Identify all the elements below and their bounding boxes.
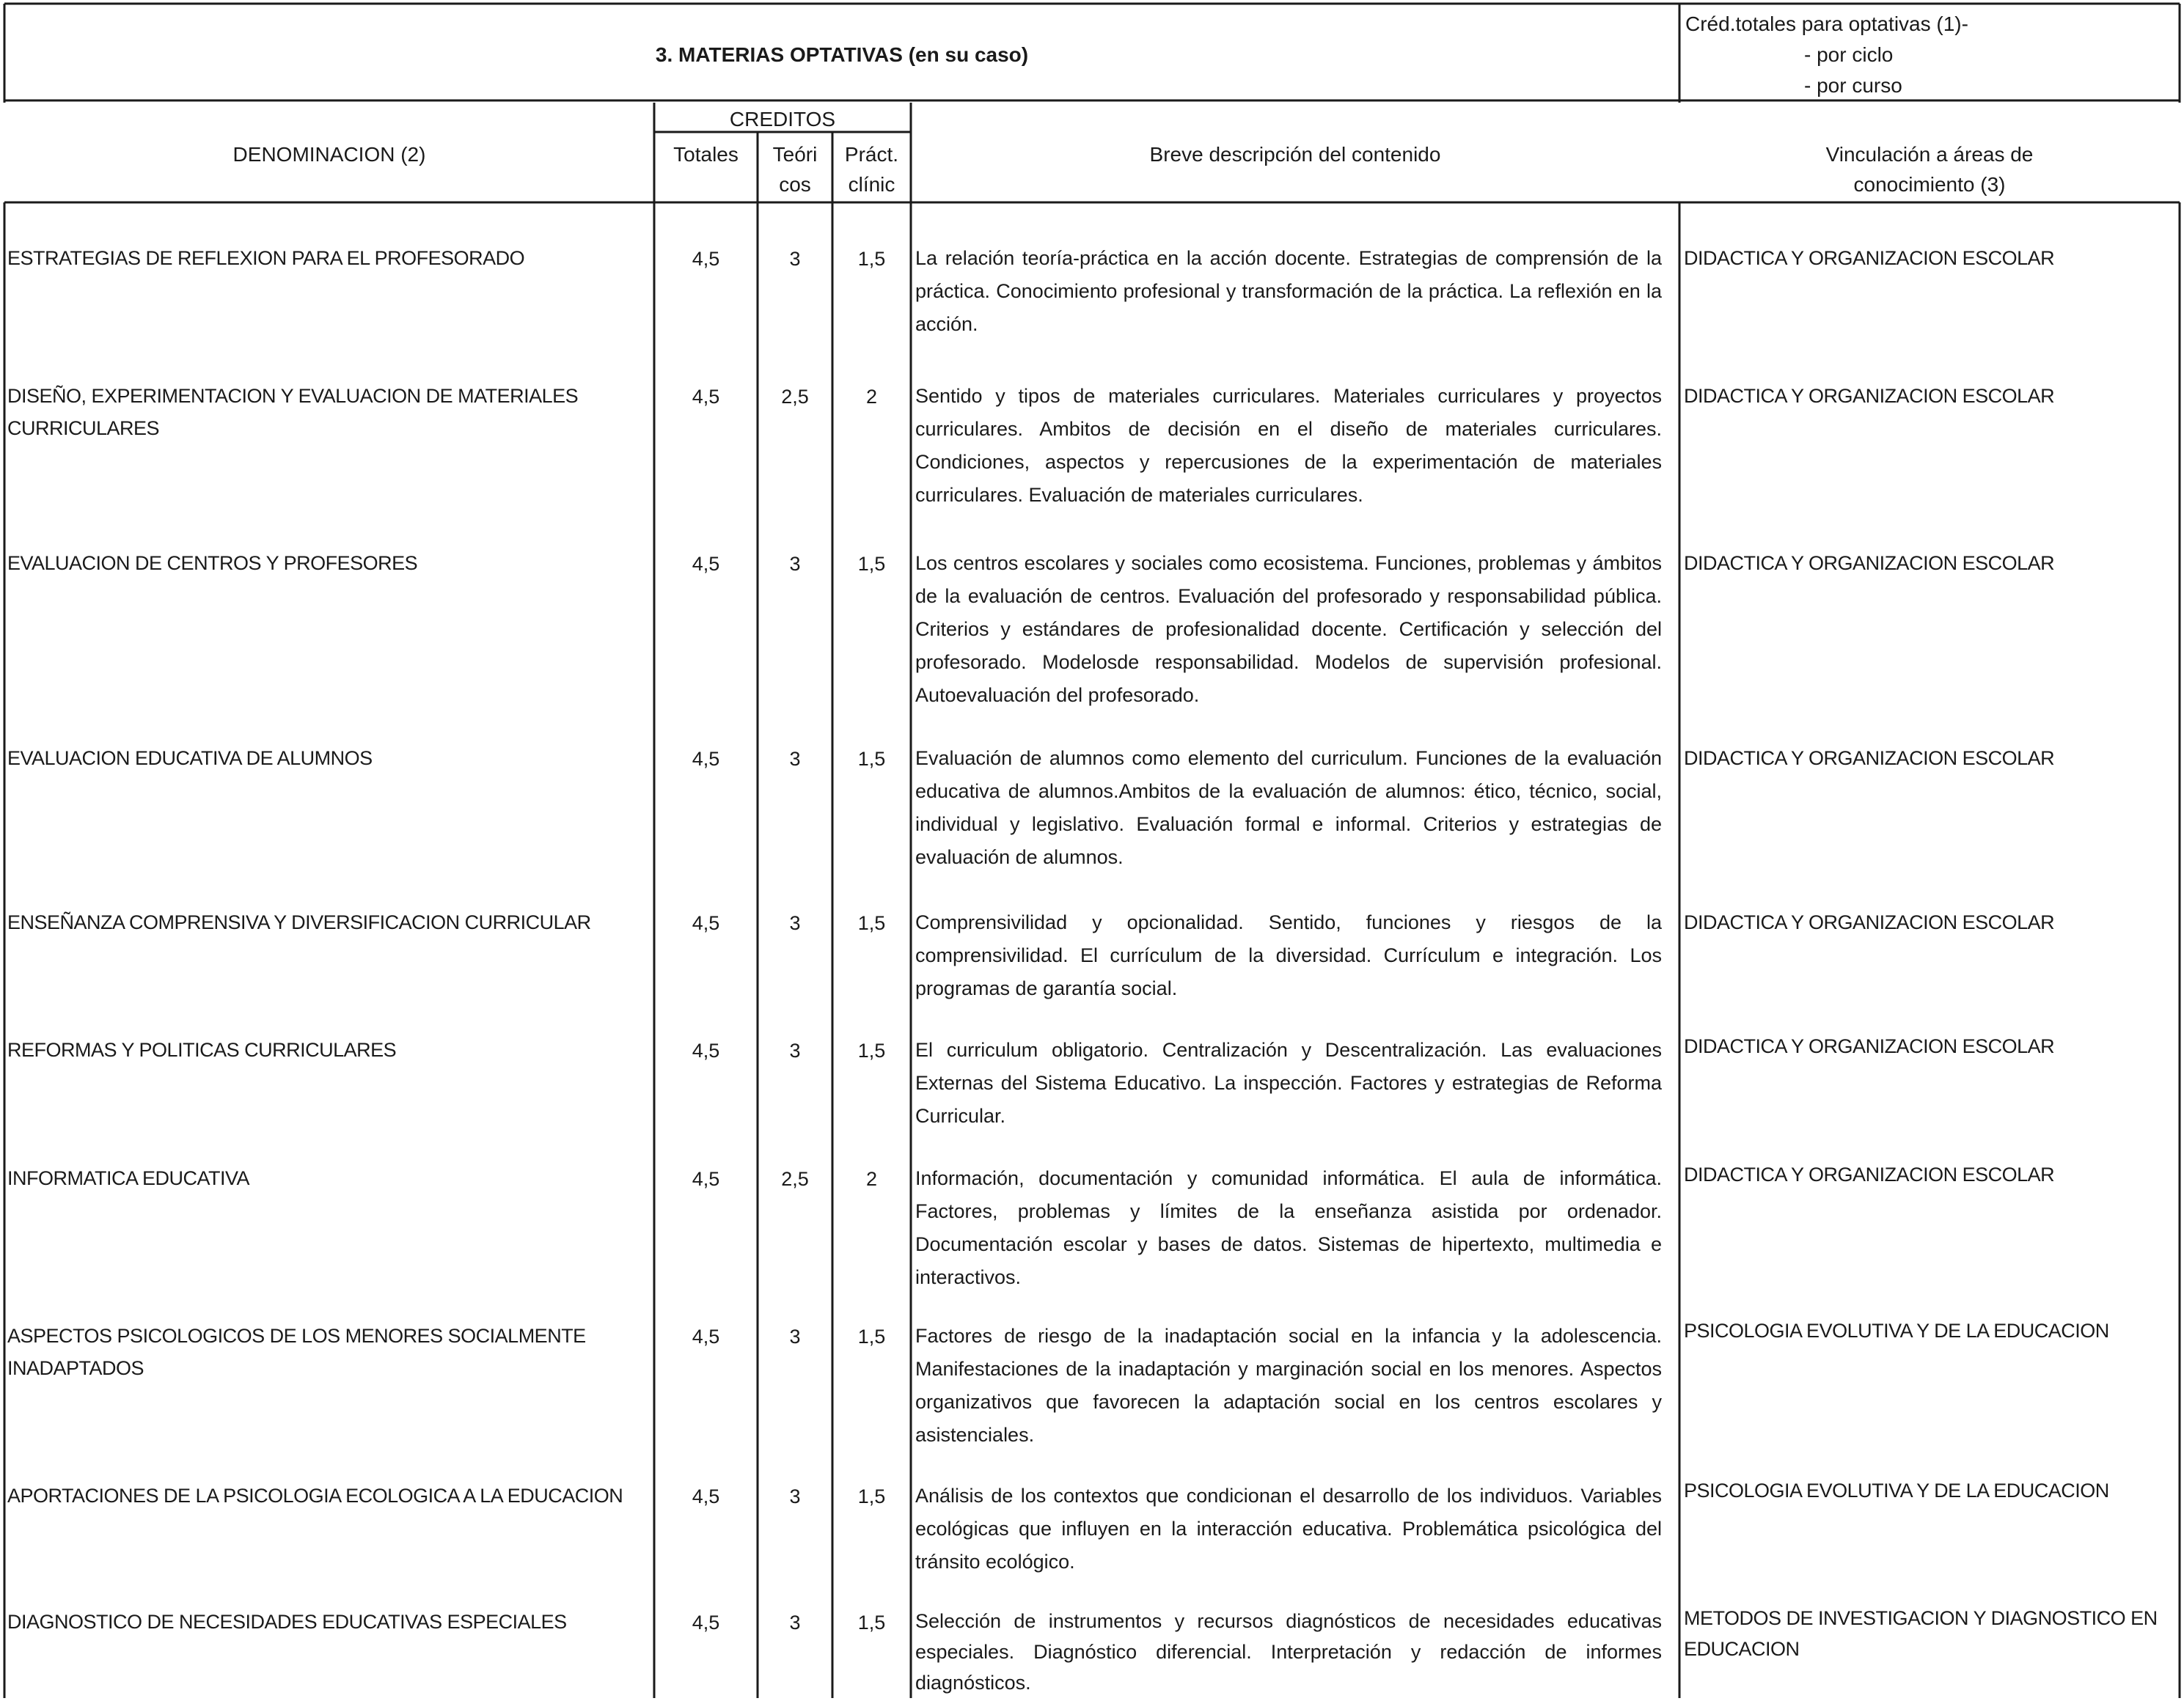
row-9-denominacion: APORTACIONES DE LA PSICOLOGIA ECOLOGICA A LA EDUCACION bbox=[7, 1485, 623, 1507]
row-5-descripcion: Comprensivilidad y opcionalidad. Sentido, funciones y riesgos de la comprensivilidad. El currículum de la diversidad. Currículum e integración. Los programas de garantía social. bbox=[915, 911, 1662, 999]
row-2-descripcion: Sentido y tipos de materiales curriculares. Materiales curriculares y proyectos curriculares. Ambitos de decisión en el diseño de materiales curriculares. Condiciones, aspectos y repercusiones de la experimentación de materiales curriculares. Evaluación de materiales curriculares. bbox=[915, 385, 1662, 506]
row-1-denominacion: ESTRATEGIAS DE REFLEXION PARA EL PROFESORADO bbox=[7, 247, 525, 269]
row-4-practicos: 1,5 bbox=[857, 748, 886, 770]
row-9-teoricos: 3 bbox=[789, 1485, 801, 1507]
row-3-area: DIDACTICA Y ORGANIZACION ESCOLAR bbox=[1684, 552, 2055, 574]
row-2-denominacion: DISEÑO, EXPERIMENTACION Y EVALUACION DE MATERIALES CURRICULARES bbox=[7, 385, 579, 439]
section-title: 3. MATERIAS OPTATIVAS (en su caso) bbox=[655, 43, 1029, 66]
col-header-denominacion: DENOMINACION (2) bbox=[232, 143, 426, 166]
col-header-practicos-2: clínic bbox=[848, 173, 895, 196]
row-6-area: DIDACTICA Y ORGANIZACION ESCOLAR bbox=[1684, 1035, 2055, 1057]
row-8-teoricos: 3 bbox=[789, 1326, 801, 1348]
row-7-totales: 4,5 bbox=[692, 1168, 720, 1190]
row-1-area: DIDACTICA Y ORGANIZACION ESCOLAR bbox=[1684, 247, 2055, 269]
row-2-totales: 4,5 bbox=[692, 386, 720, 408]
row-8-descripcion: Factores de riesgo de la inadaptación social en la infancia y la adolescencia. Manifestaciones de la inadaptación y marginación social en los menores. Aspectos organizativos que favorecen la adaptación social en los centros escolares y asistenciales. bbox=[915, 1325, 1662, 1446]
row-7-area: DIDACTICA Y ORGANIZACION ESCOLAR bbox=[1684, 1164, 2055, 1186]
row-5-denominacion: ENSEÑANZA COMPRENSIVA Y DIVERSIFICACION CURRICULAR bbox=[7, 911, 591, 933]
row-3-practicos: 1,5 bbox=[857, 553, 886, 575]
row-5-practicos: 1,5 bbox=[857, 912, 886, 934]
row-6-descripcion: El curriculum obligatorio. Centralización y Descentralización. Las evaluaciones Externas del Sistema Educativo. La inspección. Factores y estrategias de Reforma Curricular. bbox=[915, 1039, 1662, 1127]
row-10-practicos: 1,5 bbox=[857, 1612, 886, 1634]
row-4-totales: 4,5 bbox=[692, 748, 720, 770]
row-1-totales: 4,5 bbox=[692, 248, 720, 270]
col-header-vinculacion-1: Vinculación a áreas de bbox=[1825, 143, 2034, 166]
col-header-teoricos-2: cos bbox=[779, 173, 811, 196]
row-10-area: METODOS DE INVESTIGACION Y DIAGNOSTICO EN EDUCACION bbox=[1684, 1607, 2158, 1660]
row-8-totales: 4,5 bbox=[692, 1326, 720, 1348]
col-header-teoricos-1: Teóri bbox=[772, 143, 818, 166]
credits-note-line-2: - por ciclo bbox=[1804, 43, 1894, 66]
row-2-area: DIDACTICA Y ORGANIZACION ESCOLAR bbox=[1684, 385, 2055, 407]
row-3-descripcion: Los centros escolares y sociales como ecosistema. Funciones, problemas y ámbitos de la evaluación de centros. Evaluación del profesorado y responsabilidad pública. Criterios y estándares de profesionalidad docente. Certificación y selección del profesorado. Modelosde responsabilidad. Modelos de supervisión profesional. Autoevaluación del profesorado. bbox=[915, 552, 1662, 706]
col-header-totales: Totales bbox=[673, 143, 739, 166]
row-10-denominacion: DIAGNOSTICO DE NECESIDADES EDUCATIVAS ESPECIALES bbox=[7, 1611, 567, 1633]
row-5-area: DIDACTICA Y ORGANIZACION ESCOLAR bbox=[1684, 911, 2055, 933]
row-4-denominacion: EVALUACION EDUCATIVA DE ALUMNOS bbox=[7, 747, 373, 769]
row-4-descripcion: Evaluación de alumnos como elemento del curriculum. Funciones de la evaluación educativa de alumnos.Ambitos de la evaluación de alumnos: ético, técnico, social, individual y legislativo. Evaluación formal e informal. Criterios y estrategias de evaluación de alumnos. bbox=[915, 747, 1662, 868]
row-8-practicos: 1,5 bbox=[857, 1326, 886, 1348]
row-1-practicos: 1,5 bbox=[857, 248, 886, 270]
row-6-denominacion: REFORMAS Y POLITICAS CURRICULARES bbox=[7, 1039, 397, 1061]
row-4-area: DIDACTICA Y ORGANIZACION ESCOLAR bbox=[1684, 747, 2055, 769]
row-8-denominacion: ASPECTOS PSICOLOGICOS DE LOS MENORES SOCIALMENTE INADAPTADOS bbox=[7, 1325, 586, 1379]
row-6-practicos: 1,5 bbox=[857, 1040, 886, 1062]
row-2-teoricos: 2,5 bbox=[781, 386, 809, 408]
credits-note-line-1: Créd.totales para optativas (1)- bbox=[1685, 12, 1968, 35]
row-9-area: PSICOLOGIA EVOLUTIVA Y DE LA EDUCACION bbox=[1684, 1480, 2109, 1502]
row-6-teoricos: 3 bbox=[789, 1040, 801, 1062]
row-5-totales: 4,5 bbox=[692, 912, 720, 934]
row-3-totales: 4,5 bbox=[692, 553, 720, 575]
row-3-denominacion: EVALUACION DE CENTROS Y PROFESORES bbox=[7, 552, 418, 574]
row-1-descripcion: La relación teoría-práctica en la acción docente. Estrategias de comprensión de la práctica. Conocimiento profesional y transformación de la práctica. La reflexión en la acción. bbox=[915, 247, 1662, 335]
row-10-descripcion: Selección de instrumentos y recursos diagnósticos de necesidades educativas especiales. Diagnóstico diferencial. Interpretación y redacción de informes diagnósticos. bbox=[915, 1610, 1662, 1694]
row-10-teoricos: 3 bbox=[789, 1612, 801, 1634]
row-4-teoricos: 3 bbox=[789, 748, 801, 770]
col-header-creditos: CREDITOS bbox=[729, 108, 836, 131]
row-1-teoricos: 3 bbox=[789, 248, 801, 270]
row-10-totales: 4,5 bbox=[692, 1612, 720, 1634]
row-7-denominacion: INFORMATICA EDUCATIVA bbox=[7, 1167, 250, 1189]
row-9-descripcion: Análisis de los contextos que condicionan el desarrollo de los individuos. Variables ecológicas que influyen en la interacción educativa. Problemática psicológica del tránsito ecológico. bbox=[915, 1485, 1662, 1573]
row-9-totales: 4,5 bbox=[692, 1485, 720, 1507]
row-6-totales: 4,5 bbox=[692, 1040, 720, 1062]
row-2-practicos: 2 bbox=[865, 386, 878, 408]
row-7-descripcion: Información, documentación y comunidad informática. El aula de informática. Factores, problemas y límites de la enseñanza asistida por ordenador. Documentación escolar y bases de datos. Sistemas de hipertexto, multimedia e interactivos. bbox=[915, 1167, 1662, 1288]
col-header-descripcion: Breve descripción del contenido bbox=[1149, 143, 1441, 166]
row-9-practicos: 1,5 bbox=[857, 1485, 886, 1507]
row-5-teoricos: 3 bbox=[789, 912, 801, 934]
col-header-practicos-1: Práct. bbox=[844, 143, 899, 166]
col-header-vinculacion-2: conocimiento (3) bbox=[1853, 173, 2006, 196]
row-3-teoricos: 3 bbox=[789, 553, 801, 575]
row-8-area: PSICOLOGIA EVOLUTIVA Y DE LA EDUCACION bbox=[1684, 1320, 2109, 1342]
row-7-practicos: 2 bbox=[865, 1168, 878, 1190]
credits-note-line-3: - por curso bbox=[1804, 74, 1902, 97]
row-7-teoricos: 2,5 bbox=[781, 1168, 809, 1190]
